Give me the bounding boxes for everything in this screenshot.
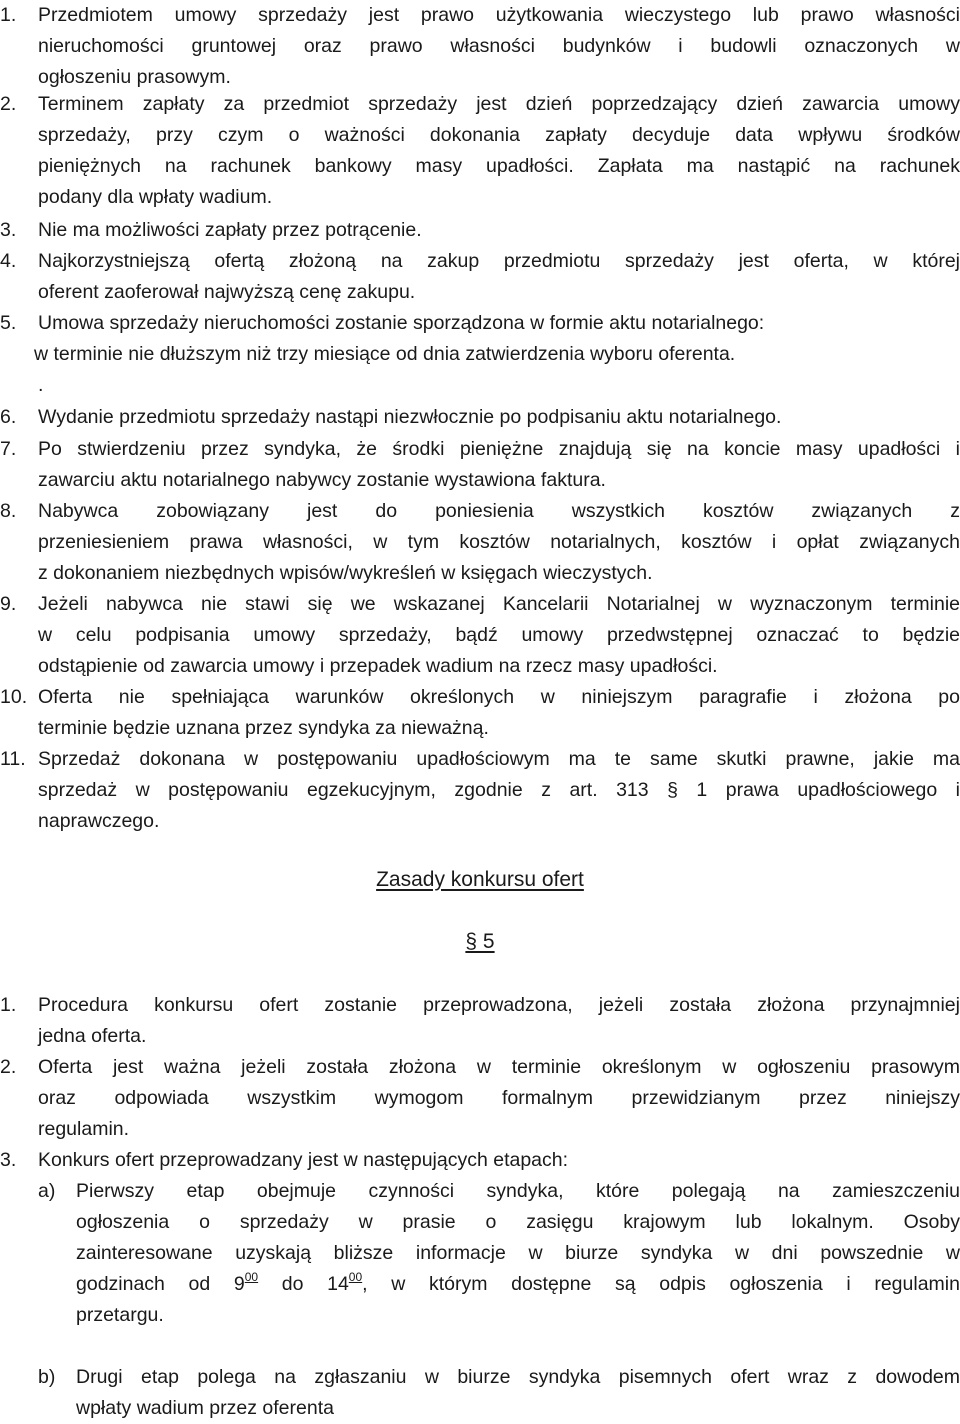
text-line: Nie ma możliwości zapłaty przez potrącenie. [38,219,422,241]
text-line: w terminie nie dłuższym niż trzy miesiące od dnia zatwierdzenia wyboru oferenta. [34,343,736,365]
hour-from: 9 [233,1273,245,1295]
text-line: Najkorzystniejszą ofertą złożoną na zakup przedmiotu sprzedaży jest oferta, w której [38,250,960,272]
item-number: 3. [0,219,17,241]
text-line: odstąpienie od zawarcia umowy i przepadek wadium na rzecz masy upadłości. [38,655,718,677]
hours-connector: do [258,1273,328,1295]
minutes-to: 00 [348,1270,363,1284]
text-line: Jeżeli nabywca nie stawi się we wskazanej Kancelarii Notarialnej w wyznaczonym terminie [38,593,960,615]
text-line: przeniesieniem prawa własności, w tym kosztów notarialnych, kosztów i opłat związanych [38,531,960,553]
item-number: 8. [0,500,17,522]
item-number: 4. [0,250,17,272]
text-line: Umowa sprzedaży nieruchomości zostanie sporządzona w formie aktu notarialnego: [38,312,765,334]
paragraph-mark: § 5 [465,930,495,953]
text-line: zainteresowane uzyskają bliższe informacje w biurze syndyka w dni powszednie w [76,1242,960,1264]
hours-suffix: , w którym dostępne są odpis ogłoszenia i regulamin [362,1273,960,1295]
item-number: 10. [0,686,28,708]
text-line: sprzedaży, przy czym o ważności dokonania zapłaty decyduje data wpływu środków [38,124,960,146]
text-line: przetargu. [76,1304,164,1326]
text-line: jedna oferta. [38,1025,147,1047]
item-number: 1. [0,994,17,1016]
text-line: Pierwszy etap obejmuje czynności syndyka, które polegają na zamieszczeniu [76,1180,960,1202]
hours-prefix: godzinach od [76,1273,234,1295]
text-line: Oferta jest ważna jeżeli została złożona w terminie określonym w ogłoszeniu prasowym [38,1056,960,1078]
text-line: ogłoszeniu prasowym. [38,66,231,88]
text-line: zawarciu aktu notarialnego nabywcy zostanie wystawiona faktura. [38,469,606,491]
item-number: 3. [0,1149,17,1171]
text-line: Drugi etap polega na zgłaszaniu w biurze syndyka pisemnych ofert wraz z dowodem [76,1366,960,1388]
text-line: oferent zaoferował najwyższą cenę zakupu. [38,281,416,303]
item-number: 11. [0,748,26,770]
text-line: z dokonaniem niezbędnych wpisów/wykreśleń w księgach wieczystych. [38,562,653,584]
text-line: Nabywca zobowiązany jest do poniesienia wszystkich kosztów związanych z [38,500,960,522]
text-line: regulamin. [38,1118,130,1140]
text-line: Terminem zapłaty za przedmiot sprzedaży jest dzień poprzedzający dzień zawarcia umowy [38,93,960,115]
item-number: 9. [0,593,17,615]
text-line: nieruchomości gruntowej oraz prawo własności budynków i budowli oznaczonych w [38,35,960,57]
text-line: . [38,374,44,396]
item-number: 2. [0,93,17,115]
text-line: podany dla wpłaty wadium. [38,186,273,208]
text-line: w celu podpisania umowy sprzedaży, bądź umowy przedwstępnej oznaczać to będzie [38,624,960,646]
sub-item-label: a) [38,1180,56,1202]
text-line: naprawczego. [38,810,160,832]
text-line: Przedmiotem umowy sprzedaży jest prawo użytkowania wieczystego lub prawo własności [38,4,960,26]
minutes-from: 00 [244,1270,259,1284]
sub-item-label: b) [38,1366,56,1388]
text-line: oraz odpowiada wszystkim wymogom formalnym przewidzianym przez niniejszy [38,1087,960,1109]
text-line: wpłaty wadium przez oferenta [76,1397,334,1419]
office-hours-line [76,1269,960,1300]
text-line: Wydanie przedmiotu sprzedaży nastąpi niezwłocznie po podpisaniu aktu notarialnego. [38,406,782,428]
text-line: terminie będzie uznana przez syndyka za nieważną. [38,717,489,739]
text-line: Po stwierdzeniu przez syndyka, że środki pieniężne znajdują się na koncie masy upadłości i [38,438,960,460]
text-line: ogłoszenia o sprzedaży w prasie o zasięgu krajowym lub lokalnym. Osoby [76,1211,960,1233]
item-number: 1. [0,4,17,26]
item-number: 7. [0,438,17,460]
text-line: Procedura konkursu ofert zostanie przeprowadzona, jeżeli została złożona przynajmniej [38,994,960,1016]
hour-to: 14 [327,1273,349,1295]
text-line: Konkurs ofert przeprowadzany jest w następujących etapach: [38,1149,569,1171]
item-number: 2. [0,1056,17,1078]
text-line: pieniężnych na rachunek bankowy masy upadłości. Zapłata ma nastąpić na rachunek [38,155,960,177]
section-title: Zasady konkursu ofert [376,868,584,891]
item-number: 6. [0,406,17,428]
item-number: 5. [0,312,17,334]
text-line: sprzedaż w postępowaniu egzekucyjnym, zgodnie z art. 313 § 1 prawa upadłościowego i [38,779,960,801]
text-line: Oferta nie spełniająca warunków określonych w niniejszym paragrafie i złożona po [38,686,960,708]
text-line: Sprzedaż dokonana w postępowaniu upadłościowym ma te same skutki prawne, jakie ma [38,748,960,770]
